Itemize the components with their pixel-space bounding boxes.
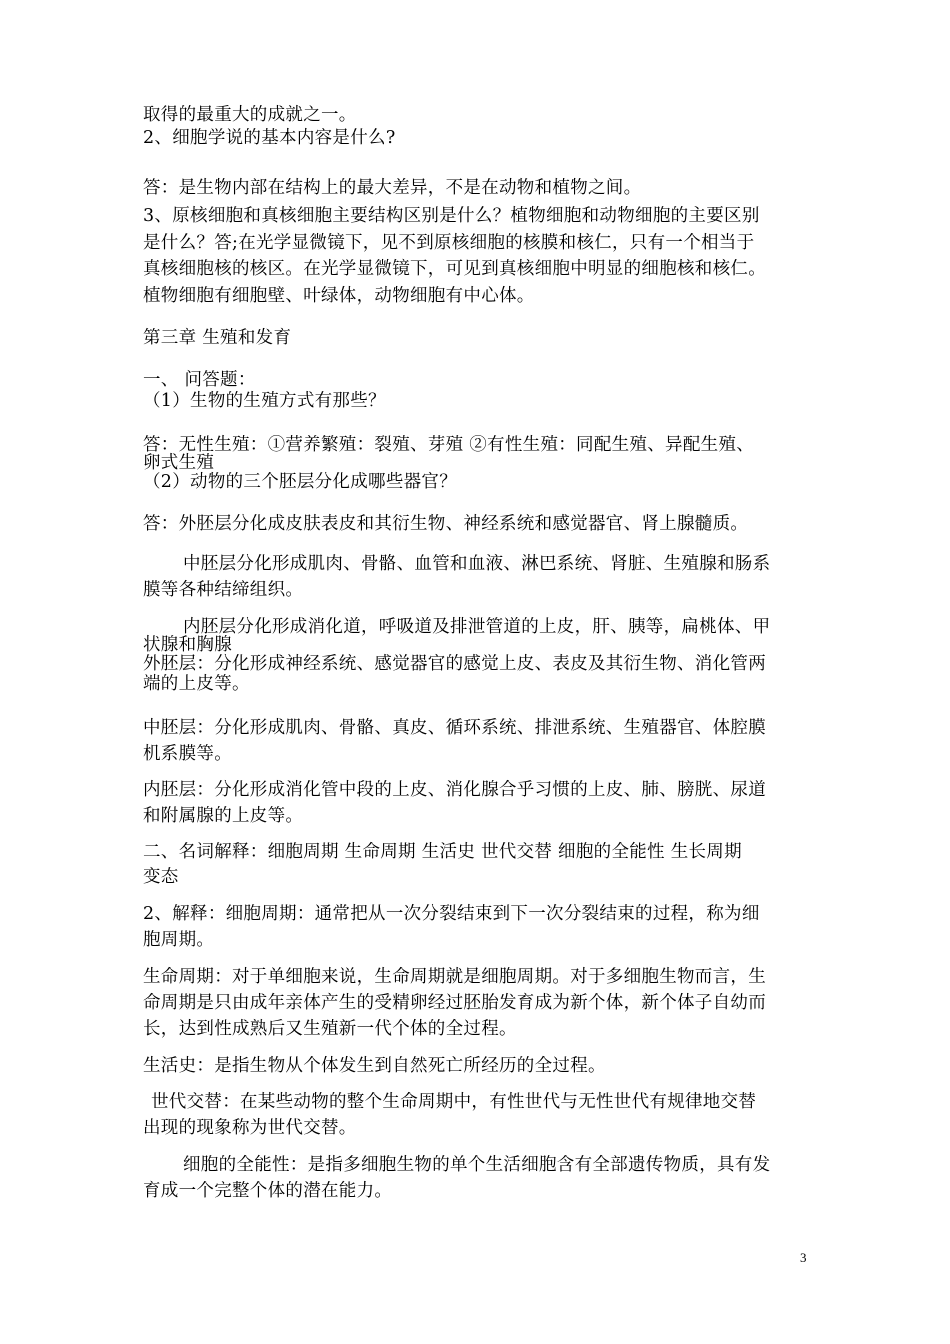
- text-line: 细胞的全能性：是指多细胞生物的单个生活细胞含有全部遗传物质，具有发: [183, 1155, 771, 1175]
- text-line: 答：无性生殖：①营养繁殖：裂殖、芽殖 ②有性生殖：同配生殖、异配生殖、: [143, 435, 755, 455]
- text-line: 状腺和胸腺: [143, 635, 232, 655]
- text-line: 答：是生物内部在结构上的最大差异，不是在动物和植物之间。: [143, 178, 642, 198]
- text-line: 植物细胞有细胞壁、叶绿体，动物细胞有中心体。: [143, 286, 535, 306]
- text-line: 第三章 生殖和发育: [143, 328, 292, 348]
- text-line: （2）动物的三个胚层分化成哪些器官？: [143, 472, 458, 492]
- text-line: 2、解释：细胞周期：通常把从一次分裂结束到下一次分裂结束的过程，称为细: [143, 904, 760, 924]
- text-line: 膜等各种结缔组织。: [143, 580, 304, 600]
- text-line: 胞周期。: [143, 930, 215, 950]
- text-line: 世代交替：在某些动物的整个生命周期中，有性世代与无性世代有规律地交替: [151, 1092, 757, 1112]
- text-line: 外胚层：分化形成神经系统、感觉器官的感觉上皮、表皮及其衍生物、消化管两: [143, 654, 766, 674]
- text-line: 内胚层：分化形成消化管中段的上皮、消化腺合乎习惯的上皮、肺、膀胱、尿道: [143, 780, 766, 800]
- text-line: 端的上皮等。: [143, 674, 250, 694]
- text-line: 内胚层分化形成消化道，呼吸道及排泄管道的上皮，肝、胰等，扁桃体、甲: [183, 617, 771, 637]
- text-line: 命周期是只由成年亲体产生的受精卵经过胚胎发育成为新个体，新个体子自幼而: [143, 993, 766, 1013]
- text-line: 中胚层分化形成肌肉、骨骼、血管和血液、淋巴系统、肾脏、生殖腺和肠系: [183, 554, 771, 574]
- text-line: 3、原核细胞和真核细胞主要结构区别是什么？植物细胞和动物细胞的主要区别: [143, 206, 760, 226]
- text-line: 2、细胞学说的基本内容是什么?: [143, 128, 396, 148]
- text-line: 长，达到性成熟后又生殖新一代个体的全过程。: [143, 1019, 517, 1039]
- page-number: 3: [800, 1250, 807, 1265]
- text-line: 答：外胚层分化成皮肤表皮和其衍生物、神经系统和感觉器官、肾上腺髓质。: [143, 514, 749, 534]
- text-line: 育成一个完整个体的潜在能力。: [143, 1181, 393, 1201]
- text-line: 是什么？答;在光学显微镜下，见不到原核细胞的核膜和核仁，只有一个相当于: [143, 233, 755, 253]
- text-line: 机系膜等。: [143, 744, 232, 764]
- text-line: 和附属腺的上皮等。: [143, 806, 304, 826]
- text-line: 生活史：是指生物从个体发生到自然死亡所经历的全过程。: [143, 1056, 606, 1076]
- text-line: 真核细胞核的核区。在光学显微镜下，可见到真核细胞中明显的细胞核和核仁。: [143, 259, 766, 279]
- text-line: 生命周期：对于单细胞来说，生命周期就是细胞周期。对于多细胞生物而言，生: [143, 967, 766, 987]
- text-line: 变态: [143, 867, 179, 887]
- text-line: 出现的现象称为世代交替。: [143, 1118, 357, 1138]
- text-line: 取得的最重大的成就之一。: [143, 105, 357, 125]
- text-line: 二、名词解释：细胞周期 生命周期 生活史 世代交替 细胞的全能性 生长周期: [143, 842, 742, 862]
- text-line: 中胚层：分化形成肌肉、骨骼、真皮、循环系统、排泄系统、生殖器官、体腔膜: [143, 718, 766, 738]
- text-line: 一、 问答题：: [143, 370, 256, 390]
- text-line: （1）生物的生殖方式有那些？: [143, 391, 386, 411]
- text-line: 卵式生殖: [143, 453, 215, 473]
